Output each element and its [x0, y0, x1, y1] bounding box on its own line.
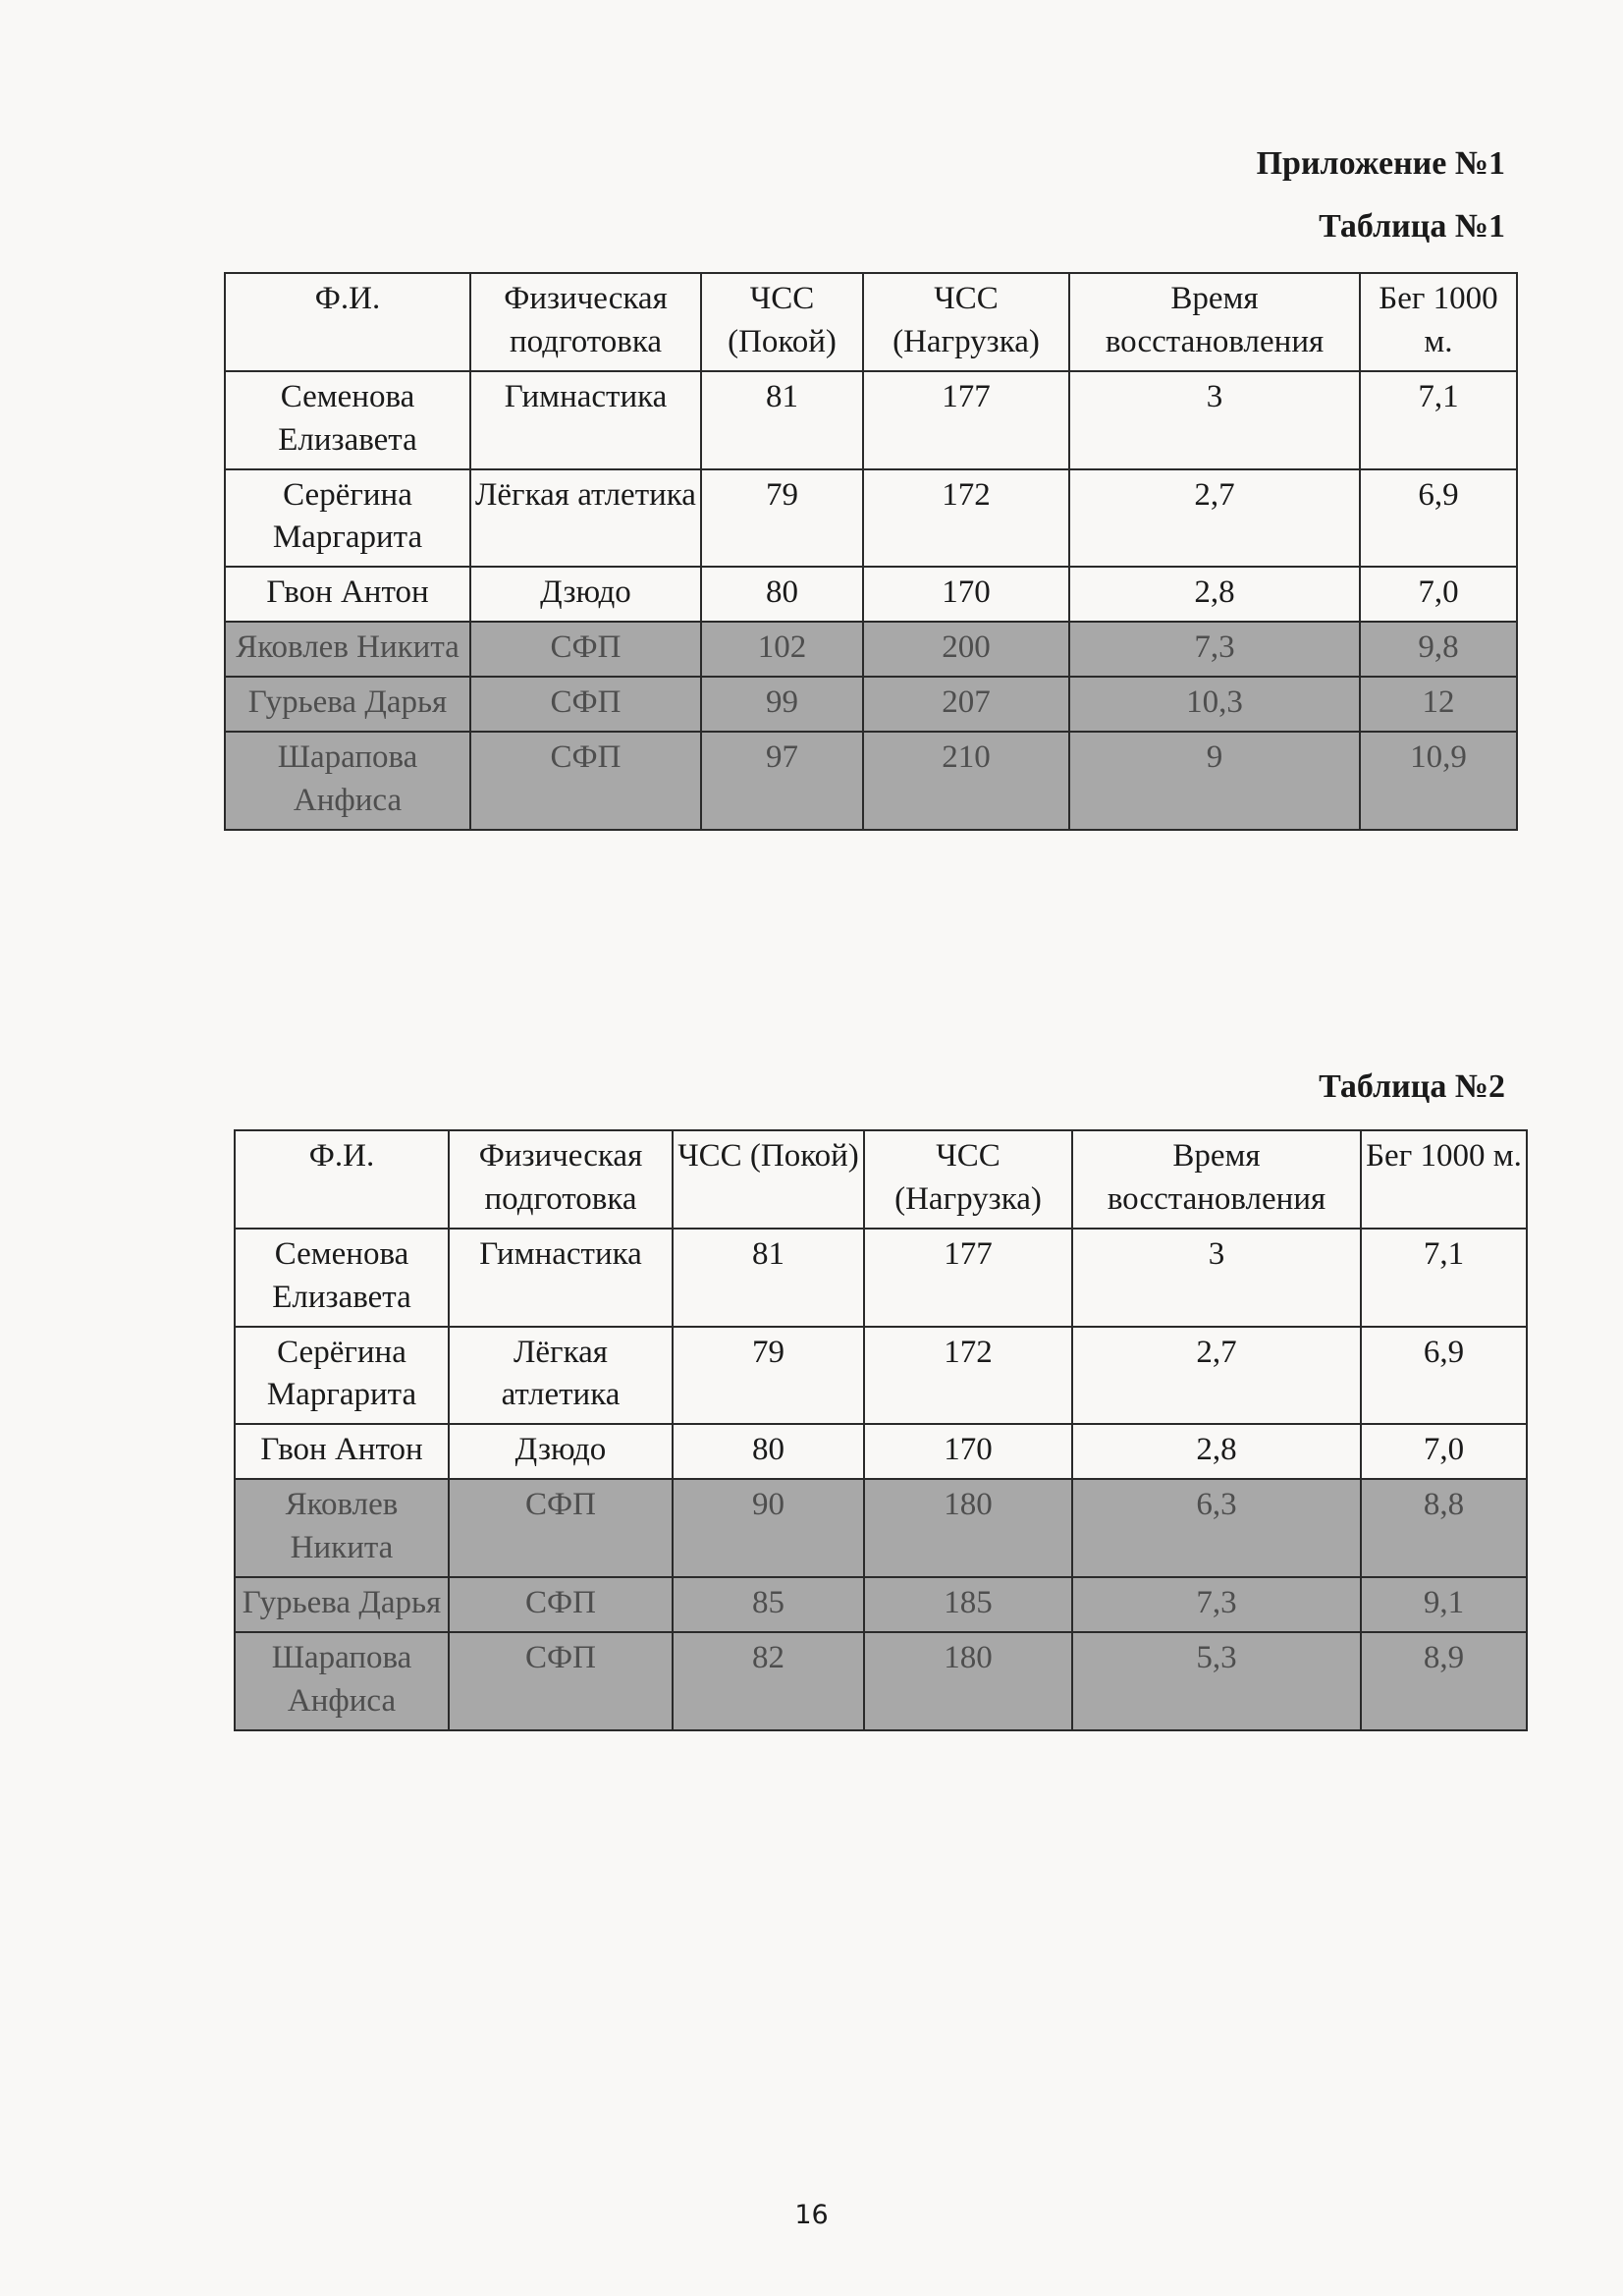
cell-recovery-time: 2,8	[1072, 1424, 1361, 1479]
cell-name: Серёгина Маргарита	[235, 1327, 449, 1425]
cell-run-1000m: 7,1	[1360, 371, 1517, 469]
cell-hr-load: 180	[864, 1632, 1072, 1730]
cell-name: Гурьева Дарья	[225, 677, 470, 732]
cell-hr-load: 207	[863, 677, 1069, 732]
cell-run-1000m: 10,9	[1360, 732, 1517, 830]
table-2	[234, 1129, 1528, 1731]
header-run-1000m: Бег 1000 м.	[1361, 1130, 1527, 1229]
page-number: 16	[794, 2200, 829, 2230]
cell-name: Яковлев Никита	[235, 1479, 449, 1577]
cell-run-1000m: 8,8	[1361, 1479, 1527, 1577]
cell-hr-rest: 82	[673, 1632, 864, 1730]
cell-run-1000m: 7,1	[1361, 1229, 1527, 1327]
cell-hr-rest: 81	[673, 1229, 864, 1327]
cell-name: Шарапова Анфиса	[235, 1632, 449, 1730]
cell-hr-rest: 80	[701, 567, 863, 622]
cell-recovery-time: 10,3	[1069, 677, 1360, 732]
cell-training: СФП	[449, 1479, 673, 1577]
cell-hr-rest: 102	[701, 622, 863, 677]
header-recovery-time: Время восстановления	[1072, 1130, 1361, 1229]
table-row	[225, 469, 1517, 568]
cell-run-1000m: 8,9	[1361, 1632, 1527, 1730]
header-hr-rest: ЧСС (Покой)	[673, 1130, 864, 1229]
header-training: Физическая подготовка	[470, 273, 701, 371]
cell-hr-load: 177	[864, 1229, 1072, 1327]
header-hr-load: ЧСС (Нагрузка)	[863, 273, 1069, 371]
cell-run-1000m: 7,0	[1361, 1424, 1527, 1479]
cell-training: Лёгкая атлетика	[449, 1327, 673, 1425]
cell-name: Шарапова Анфиса	[225, 732, 470, 830]
cell-name: Яковлев Никита	[225, 622, 470, 677]
table-row	[235, 1632, 1527, 1730]
appendix-title: Приложение №1	[1256, 145, 1505, 182]
cell-run-1000m: 6,9	[1360, 469, 1517, 568]
cell-hr-load: 170	[864, 1424, 1072, 1479]
table-row	[235, 1577, 1527, 1632]
table-row	[225, 677, 1517, 732]
table-row	[225, 567, 1517, 622]
cell-recovery-time: 2,7	[1072, 1327, 1361, 1425]
header-name: Ф.И.	[235, 1130, 449, 1229]
table-row	[235, 1479, 1527, 1577]
cell-training: Дзюдо	[449, 1424, 673, 1479]
cell-name: Гурьева Дарья	[235, 1577, 449, 1632]
cell-run-1000m: 7,0	[1360, 567, 1517, 622]
cell-hr-rest: 79	[701, 469, 863, 568]
cell-recovery-time: 6,3	[1072, 1479, 1361, 1577]
cell-training: Гимнастика	[470, 371, 701, 469]
cell-hr-load: 172	[864, 1327, 1072, 1425]
header-hr-rest: ЧСС (Покой)	[701, 273, 863, 371]
cell-training: Дзюдо	[470, 567, 701, 622]
cell-hr-load: 177	[863, 371, 1069, 469]
cell-run-1000m: 9,1	[1361, 1577, 1527, 1632]
cell-training: СФП	[470, 732, 701, 830]
table-row	[225, 732, 1517, 830]
cell-hr-load: 200	[863, 622, 1069, 677]
cell-training: СФП	[449, 1577, 673, 1632]
table-1-title: Таблица №1	[1319, 208, 1505, 245]
table-header-row	[235, 1130, 1527, 1229]
cell-name: Семенова Елизавета	[225, 371, 470, 469]
cell-hr-load: 210	[863, 732, 1069, 830]
header-name: Ф.И.	[225, 273, 470, 371]
cell-hr-rest: 90	[673, 1479, 864, 1577]
cell-training: СФП	[470, 677, 701, 732]
cell-recovery-time: 2,8	[1069, 567, 1360, 622]
table-header-row	[225, 273, 1517, 371]
cell-training: СФП	[449, 1632, 673, 1730]
table-row	[225, 371, 1517, 469]
cell-hr-load: 170	[863, 567, 1069, 622]
header-training: Физическая подготовка	[449, 1130, 673, 1229]
cell-hr-load: 172	[863, 469, 1069, 568]
cell-hr-load: 180	[864, 1479, 1072, 1577]
cell-hr-rest: 99	[701, 677, 863, 732]
table-row	[235, 1424, 1527, 1479]
cell-hr-rest: 85	[673, 1577, 864, 1632]
cell-hr-load: 185	[864, 1577, 1072, 1632]
cell-recovery-time: 2,7	[1069, 469, 1360, 568]
header-recovery-time: Время восстановления	[1069, 273, 1360, 371]
cell-name: Серёгина Маргарита	[225, 469, 470, 568]
cell-hr-rest: 79	[673, 1327, 864, 1425]
cell-recovery-time: 3	[1072, 1229, 1361, 1327]
cell-recovery-time: 7,3	[1072, 1577, 1361, 1632]
cell-run-1000m: 12	[1360, 677, 1517, 732]
table-row	[235, 1327, 1527, 1425]
cell-recovery-time: 5,3	[1072, 1632, 1361, 1730]
header-hr-load: ЧСС (Нагрузка)	[864, 1130, 1072, 1229]
cell-name: Гвон Антон	[225, 567, 470, 622]
header-run-1000m: Бег 1000 м.	[1360, 273, 1517, 371]
table-1	[224, 272, 1518, 831]
cell-recovery-time: 7,3	[1069, 622, 1360, 677]
cell-training: Гимнастика	[449, 1229, 673, 1327]
cell-hr-rest: 81	[701, 371, 863, 469]
cell-recovery-time: 9	[1069, 732, 1360, 830]
cell-name: Семенова Елизавета	[235, 1229, 449, 1327]
table-row	[235, 1229, 1527, 1327]
cell-recovery-time: 3	[1069, 371, 1360, 469]
cell-name: Гвон Антон	[235, 1424, 449, 1479]
cell-hr-rest: 80	[673, 1424, 864, 1479]
table-row	[225, 622, 1517, 677]
cell-training: СФП	[470, 622, 701, 677]
cell-run-1000m: 9,8	[1360, 622, 1517, 677]
cell-hr-rest: 97	[701, 732, 863, 830]
cell-run-1000m: 6,9	[1361, 1327, 1527, 1425]
table-2-title: Таблица №2	[1319, 1068, 1505, 1105]
cell-training: Лёгкая атлетика	[470, 469, 701, 568]
